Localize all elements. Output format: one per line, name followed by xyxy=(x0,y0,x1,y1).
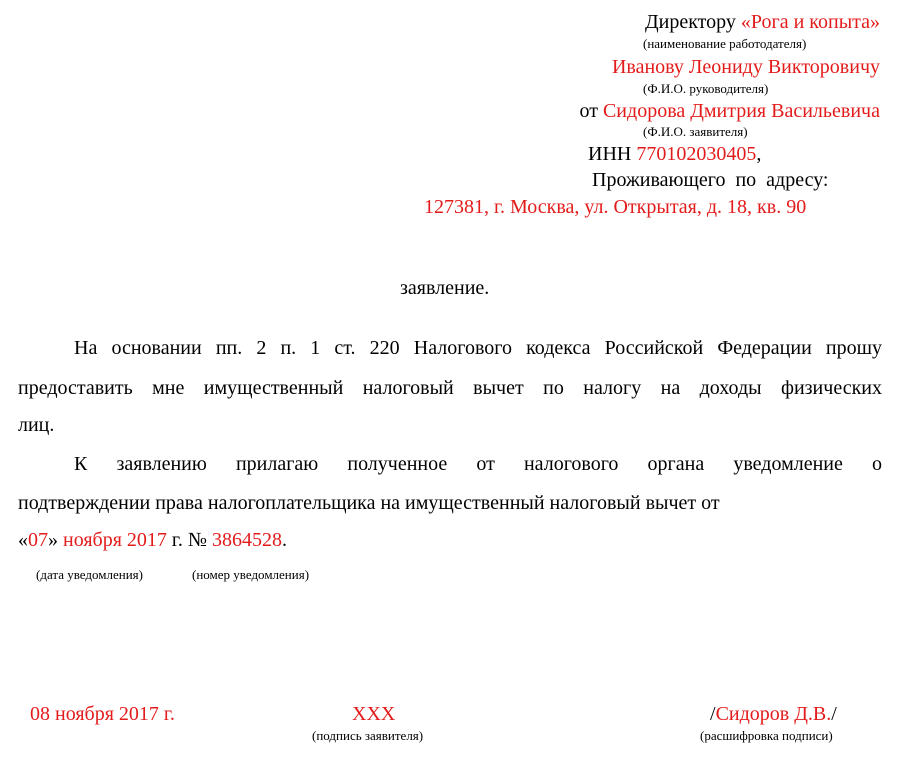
applicant-name: Сидорова Дмитрия Васильевича xyxy=(602,100,880,122)
signature-caption: (подпись заявителя) xyxy=(312,728,424,743)
head-caption: (Ф.И.О. руководителя) xyxy=(643,81,769,96)
head-name: Иванову Леониду Викторовичу xyxy=(611,56,880,78)
notice-period: . xyxy=(281,529,287,551)
director-prefix: Директору xyxy=(644,11,741,33)
number-caption: (номер уведомления) xyxy=(192,567,310,582)
document-title: заявление. xyxy=(400,277,490,299)
para2-line1: К заявлению прилагаю полученное от налогового органа уведомление о xyxy=(74,453,882,475)
notice-month-year: ноября 2017 xyxy=(63,529,167,551)
address-value: 127381, г. Москва, ул. Открытая, д. 18, кв. 90 xyxy=(424,196,807,218)
notice-day: 07 xyxy=(28,529,48,551)
inn-prefix: ИНН xyxy=(588,143,637,165)
employer-caption: (наименование работодателя) xyxy=(643,36,807,51)
notice-number: 3864528 xyxy=(211,529,282,551)
notice-open-quote: « xyxy=(18,529,28,551)
notice-line xyxy=(18,528,287,552)
date-caption: (дата уведомления) xyxy=(36,567,143,582)
para2-line2: подтверждении права налогоплательщика на имущественный налоговый вычет от xyxy=(18,492,720,514)
addressee-line xyxy=(645,10,880,34)
para1-line1: На основании пп. 2 п. 1 ст. 220 Налогового кодекса Российской Федерации прошу xyxy=(74,337,882,359)
para1-line3: лиц. xyxy=(18,414,55,436)
footer-date: 08 ноября 2017 г. xyxy=(30,703,175,725)
notice-close-quote: » xyxy=(48,529,63,551)
address-label: Проживающего по адресу: xyxy=(592,169,829,191)
decoded-name: Сидоров Д.В. xyxy=(715,703,832,725)
employer-name: «Рога и копыта» xyxy=(740,11,880,33)
slash-close: / xyxy=(831,703,837,725)
slash-open: / xyxy=(710,703,716,725)
inn-value: 770102030405 xyxy=(636,143,757,165)
inn-suffix: , xyxy=(756,143,762,165)
decoded-signature-line xyxy=(710,702,837,726)
from-prefix: от xyxy=(579,100,603,122)
para1-line2: предоставить мне имущественный налоговый вычет по налогу на доходы физических xyxy=(18,377,882,399)
applicant-caption: (Ф.И.О. заявителя) xyxy=(643,124,748,139)
signature: ХХХ xyxy=(352,703,396,725)
decoded-caption: (расшифровка подписи) xyxy=(700,728,833,743)
applicant-line xyxy=(579,99,880,123)
notice-g-num: г. № xyxy=(166,529,212,551)
inn-line xyxy=(588,142,761,166)
